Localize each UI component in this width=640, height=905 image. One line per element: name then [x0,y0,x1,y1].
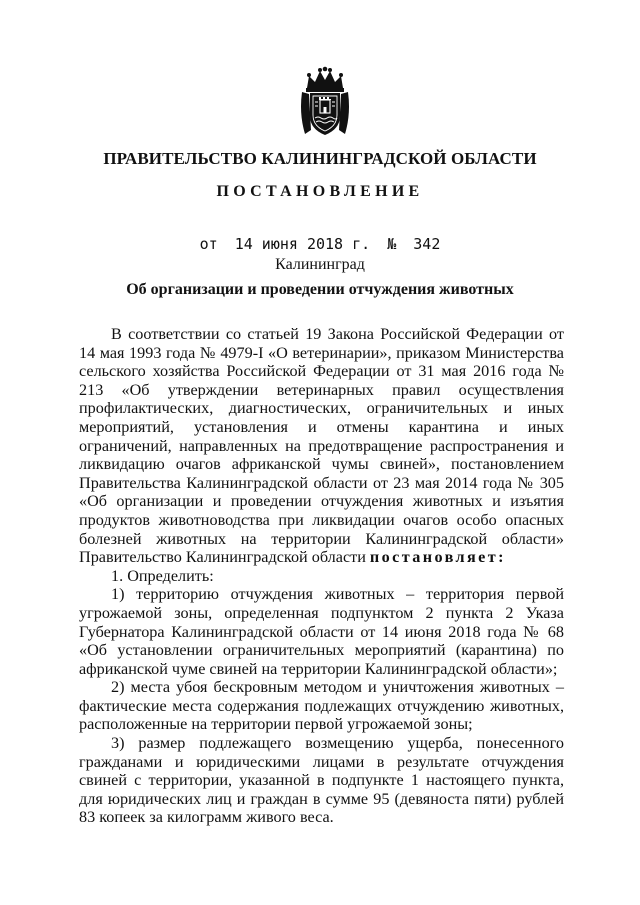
subitem-1: 1) территорию отчуждения животных – территория первой угрожаемой зоны, определенная подпунктом 2 пункта 2 Указа Губернатора Калининградской области от 14 июня 2018 года № 68 «Об установлении ограничительных мероприятий (карантина) по африканской чуме свиней на территории Калининградской области»; [79,585,564,678]
document-type: ПОСТАНОВЛЕНИЕ [216,183,424,200]
document-subject: Об организации и проведении отчуждения животных [126,281,514,298]
government-title: ПРАВИТЕЛЬСТВО КАЛИНИНГРАДСКОЙ ОБЛАСТИ [103,149,537,168]
preamble-paragraph [79,325,564,567]
preamble-text: В соответствии со статьей 19 Закона Российской Федерации от 14 мая 1993 года № 4979-I «О ветеринарии», приказом Министерства сельского хозяйства Российской Федерации от 31 мая 2016 года № 213 «Об утверждении ветеринарных правил осуществления профилактических, диагностических, ограничительных и иных мероприятий, установления и отмены карантина и иных ограничений, направленных на предотвращение распространения и ликвидацию очагов африканской чумы свиней», постановлением Правительства Калининградской области от 23 мая 2014 года № 305 «Об организации и проведении отчуждения животных и изъятия продуктов животноводства при ликвидации очагов особо опасных болезней животных на территории Калининградской области» Правительство Калининградской области [79,325,564,567]
city: Калининград [275,256,365,273]
document-body [79,325,564,827]
coat-of-arms-emblem [297,66,353,138]
date-number-line [0,235,640,253]
document-number: 342 [413,235,441,253]
subitem-2: 2) места убоя бескровным методом и уничтожения животных – фактические места содержания подлежащих отчуждению животных, расположенные на территории первой угрожаемой зоны; [79,678,564,734]
document-date: 14 июня 2018 г. [234,235,371,253]
item-1: 1. Определить: [111,566,214,585]
number-sign: № [387,235,397,253]
subitem-3: 3) размер подлежащего возмещению ущерба, понесенного гражданами и юридическими лицами в результате отчуждения свиней с территории, указанной в подпункте 1 настоящего пункта, для юридических лиц и граждан в сумме 95 (девяноста пяти) рублей 83 копеек за килограмм живого веса. [79,734,564,827]
decree-word: постановляет: [369,548,506,567]
date-prefix: от [199,235,218,253]
